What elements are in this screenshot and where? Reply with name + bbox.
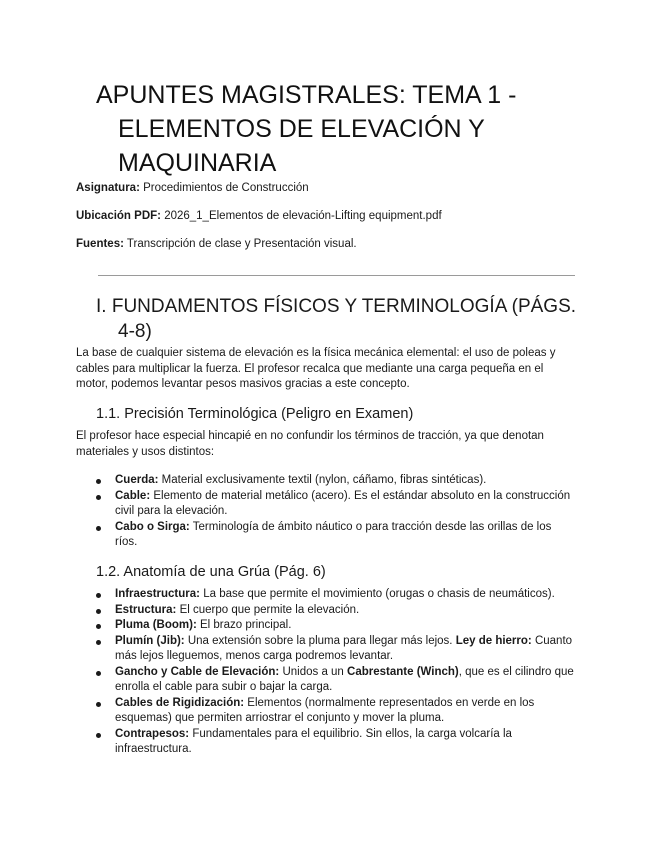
bullet-icon (96, 733, 101, 738)
list-item: Gancho y Cable de Elevación: Unidos a un Cabrestante (Winch), que es el cilindro que enrolla el cable para subir o bajar la carga. (76, 665, 576, 696)
terminology-intro: El profesor hace especial hincapié en no confundir los términos de tracción, ya que denotan materiales y usos distintos: (76, 430, 544, 458)
meta-subject-value: Procedimientos de Construcción (143, 182, 309, 194)
bullet-icon (96, 624, 101, 629)
list-item: Cable: Elemento de material metálico (acero). Es el estándar absoluto en la construcción civil para la elevación. (76, 489, 576, 520)
list-item: Infraestructura: La base que permite el movimiento (orugas o chasis de neumáticos). (76, 587, 576, 603)
meta-sources-label: Fuentes: (76, 238, 124, 250)
bullet-icon (96, 526, 101, 531)
meta-pdf-location (76, 209, 442, 224)
crane-anatomy-list (76, 587, 576, 758)
list-item: Plumín (Jib): Una extensión sobre la pluma para llegar más lejos. Ley de hierro: Cuanto más lejos lleguemos, menos carga podremos levantar. (76, 634, 576, 665)
meta-sources-value: Transcripción de clase y Presentación visual. (126, 238, 357, 250)
meta-pdf-value: 2026_1_Elementos de elevación-Lifting equipment.pdf (164, 210, 442, 222)
bullet-icon (96, 479, 101, 484)
section-intro: La base de cualquier sistema de elevación es la física mecánica elemental: el uso de poleas y cables para multiplicar la fuerza. El profesor recalca que mediante una carga pequeña en el motor, podemos levantar pesos masivos gracias a este concepto. (76, 347, 556, 390)
terminology-list (76, 473, 576, 551)
list-item: Estructura: El cuerpo que permite la elevación. (76, 603, 576, 619)
list-item: Pluma (Boom): El brazo principal. (76, 618, 576, 634)
horizontal-divider (98, 275, 575, 276)
bullet-icon (96, 640, 101, 645)
bullet-icon (96, 702, 101, 707)
meta-subject-label: Asignatura: (76, 182, 140, 194)
list-item: Cables de Rigidización: Elementos (normalmente representados en verde en los esquemas) que permiten arriostrar el conjunto y mover la pluma. (76, 696, 576, 727)
subsection-heading-terminology: 1.1. Precisión Terminológica (Peligro en Examen) (96, 406, 414, 422)
page-title: APUNTES MAGISTRALES: TEMA 1 - ELEMENTOS DE ELEVACIÓN Y MAQUINARIA (96, 81, 517, 177)
bullet-icon (96, 609, 101, 614)
list-item: Contrapesos: Fundamentales para el equilibrio. Sin ellos, la carga volcaría la infraestructura. (76, 727, 576, 758)
meta-subject (76, 181, 309, 196)
bullet-icon (96, 671, 101, 676)
section-heading: I. FUNDAMENTOS FÍSICOS Y TERMINOLOGÍA (PÁGS. 4-8) (96, 296, 577, 342)
list-item: Cabo o Sirga: Terminología de ámbito náutico o para tracción desde las orillas de los ríos. (76, 520, 576, 551)
list-item: Cuerda: Material exclusivamente textil (nylon, cáñamo, fibras sintéticas). (76, 473, 576, 489)
bullet-icon (96, 495, 101, 500)
bullet-icon (96, 593, 101, 598)
meta-pdf-label: Ubicación PDF: (76, 210, 161, 222)
meta-sources (76, 237, 357, 252)
subsection-heading-crane-anatomy: 1.2. Anatomía de una Grúa (Pág. 6) (96, 564, 326, 580)
